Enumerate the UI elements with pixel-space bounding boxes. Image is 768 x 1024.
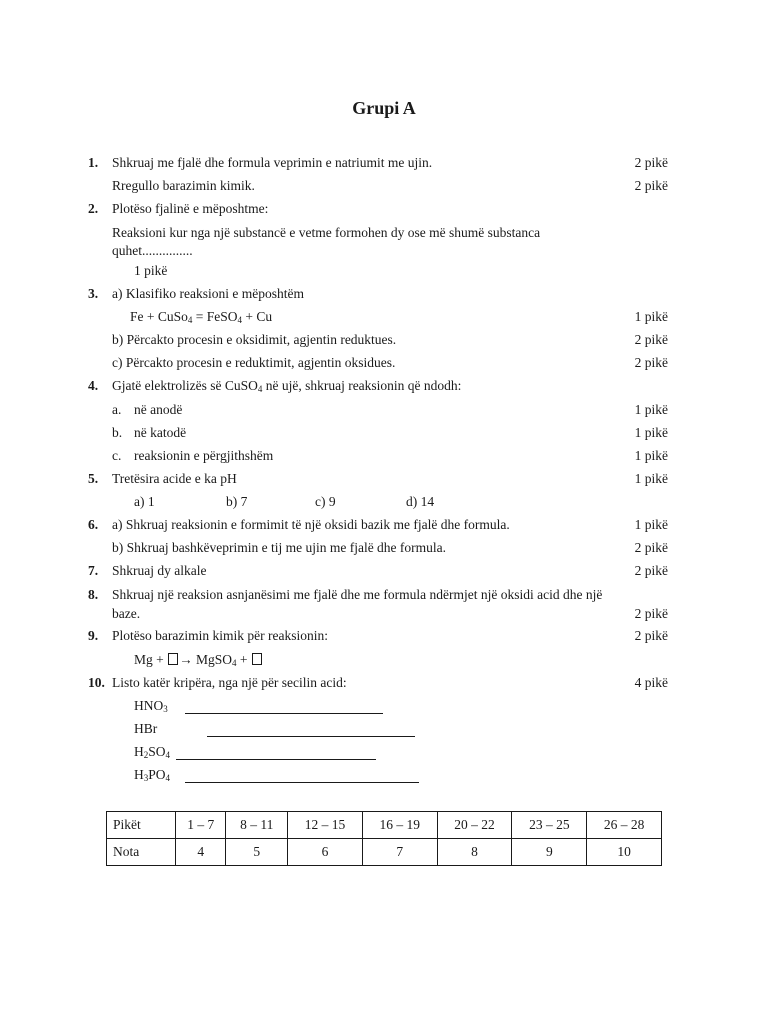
- page-title: Grupi A: [352, 98, 416, 118]
- points-label: 2 pikë: [634, 178, 668, 193]
- acid-formula: $H_3PO_4$: [134, 767, 171, 783]
- question-number: 10.: [88, 675, 105, 690]
- points-label: 2 pikë: [634, 355, 668, 370]
- question-number: 3.: [88, 286, 99, 301]
- question-number: 1.: [88, 155, 99, 170]
- points-label: 2 pikë: [634, 540, 668, 555]
- chemical-equation: Mg + → MgSO$_4$ +: [134, 650, 263, 670]
- answer-blank[interactable]: [176, 745, 376, 760]
- question-text: Gjatë elektrolizës së CuSO$_4$ në ujë, shkruaj reaksionin që ndodh:: [112, 378, 462, 394]
- acid-line: [88, 719, 672, 739]
- list-item: [88, 400, 672, 420]
- question-2-points-row: [88, 261, 672, 281]
- question-9-equation: [88, 650, 672, 670]
- list-item: [88, 423, 672, 443]
- question-2-line-1: [88, 223, 672, 243]
- question-8-line-2: [88, 604, 672, 624]
- table-cell: 10: [587, 839, 662, 866]
- blank-box-icon: [168, 653, 178, 665]
- question-1-part-2: [88, 176, 672, 196]
- question-3-b: [88, 330, 672, 350]
- points-label: 2 pikë: [634, 628, 668, 643]
- option-c: c) 9: [315, 494, 336, 509]
- acid-formula: $HNO_3$: [134, 698, 168, 714]
- points-label: 2 pikë: [634, 606, 668, 621]
- table-row-points: [107, 812, 662, 839]
- question-number: 4.: [88, 378, 99, 393]
- points-label: 1 pikë: [634, 402, 668, 417]
- question-4: [88, 376, 672, 396]
- points-label: 2 pikë: [634, 332, 668, 347]
- table-cell: 6: [288, 839, 363, 866]
- question-text: quhet...............: [112, 243, 193, 258]
- question-text: Shkruaj dy alkale: [112, 563, 207, 578]
- item-label: c.: [112, 448, 122, 463]
- question-9: [88, 626, 672, 646]
- list-item: [88, 446, 672, 466]
- points-label: 4 pikë: [634, 675, 668, 690]
- question-number: 7.: [88, 563, 99, 578]
- question-text: Reaksioni kur nga një substancë e vetme formohen dy ose më shumë substanca: [112, 225, 541, 240]
- points-label: 1 pikë: [634, 309, 668, 324]
- answer-blank[interactable]: [207, 722, 415, 737]
- grade-table: [106, 811, 662, 866]
- table-cell: 1 – 7: [176, 812, 226, 839]
- table-cell: 8 – 11: [226, 812, 288, 839]
- question-3-equation: [88, 307, 672, 327]
- question-text: c) Përcakto procesin e reduktimit, agjentin oksidues.: [112, 355, 396, 370]
- table-cell: 26 – 28: [587, 812, 662, 839]
- item-label: a.: [112, 402, 122, 417]
- table-cell: 23 – 25: [512, 812, 587, 839]
- points-label: 1 pikë: [134, 263, 168, 278]
- answer-blank[interactable]: [185, 699, 383, 714]
- option-a: a) 1: [134, 494, 155, 509]
- acid-formula: HBr: [134, 721, 158, 736]
- question-2: [88, 199, 672, 219]
- question-number: 2.: [88, 201, 99, 216]
- option-b: b) 7: [226, 494, 248, 509]
- table-cell: 5: [226, 839, 288, 866]
- table-cell: 9: [512, 839, 587, 866]
- question-10: [88, 673, 672, 693]
- row-header: Nota: [107, 839, 176, 866]
- question-number: 8.: [88, 587, 99, 602]
- item-text: në anodë: [134, 402, 183, 417]
- answer-blank[interactable]: [185, 768, 419, 783]
- question-text: Rregullo barazimin kimik.: [112, 178, 255, 193]
- question-text: Shkruaj me fjalë dhe formula veprimin e natriumit me ujin.: [112, 155, 433, 170]
- acid-line: [88, 742, 672, 762]
- question-text: Plotëso barazimin kimik për reaksionin:: [112, 628, 328, 643]
- question-2-line-2: [88, 241, 672, 261]
- question-text: b) Përcakto procesin e oksidimit, agjentin reduktues.: [112, 332, 397, 347]
- acid-formula: $H_2SO_4$: [134, 744, 171, 760]
- table-cell: 7: [362, 839, 437, 866]
- item-text: në katodë: [134, 425, 187, 440]
- table-cell: 20 – 22: [437, 812, 512, 839]
- acid-line: [88, 765, 672, 785]
- table-cell: 12 – 15: [288, 812, 363, 839]
- question-text: a) Shkruaj reaksionin e formimit të një oksidi bazik me fjalë dhe formula.: [112, 517, 510, 532]
- question-1: [88, 153, 672, 173]
- question-text: Plotëso fjalinë e mëposhtme:: [112, 201, 269, 216]
- question-5-options: [88, 492, 672, 512]
- item-label: b.: [112, 425, 123, 440]
- question-6-b: [88, 538, 672, 558]
- item-text: reaksionin e përgjithshëm: [134, 448, 274, 463]
- question-8: [88, 585, 672, 605]
- question-text: Tretësira acide e ka pH: [112, 471, 237, 486]
- points-label: 1 pikë: [634, 471, 668, 486]
- table-cell: 4: [176, 839, 226, 866]
- question-number: 5.: [88, 471, 99, 486]
- row-header: Pikët: [107, 812, 176, 839]
- question-text: Listo katër kripëra, nga një për secilin acid:: [112, 675, 347, 690]
- question-text: baze.: [112, 606, 141, 621]
- question-7: [88, 561, 672, 581]
- question-3-c: [88, 353, 672, 373]
- blank-box-icon: [252, 653, 262, 665]
- question-text: b) Shkruaj bashkëveprimin e tij me ujin me fjalë dhe formula.: [112, 540, 447, 555]
- points-label: 2 pikë: [634, 155, 668, 170]
- question-5: [88, 469, 672, 489]
- question-3: [88, 284, 672, 304]
- question-6: [88, 515, 672, 535]
- points-label: 1 pikë: [634, 425, 668, 440]
- chemical-equation: Fe + CuSo$_4$ = FeSO$_4$ + Cu: [130, 309, 273, 325]
- points-label: 1 pikë: [634, 517, 668, 532]
- question-number: 6.: [88, 517, 99, 532]
- question-number: 9.: [88, 628, 99, 643]
- table-cell: 8: [437, 839, 512, 866]
- acid-line: [88, 696, 672, 716]
- points-label: 2 pikë: [634, 563, 668, 578]
- question-text: Shkruaj një reaksion asnjanësimi me fjalë dhe me formula ndërmjet një oksidi acid dhe një: [112, 587, 603, 602]
- table-cell: 16 – 19: [362, 812, 437, 839]
- option-d: d) 14: [406, 494, 435, 509]
- points-label: 1 pikë: [634, 448, 668, 463]
- question-text: a) Klasifiko reaksioni e mëposhtëm: [112, 286, 304, 301]
- table-row-grades: [107, 839, 662, 866]
